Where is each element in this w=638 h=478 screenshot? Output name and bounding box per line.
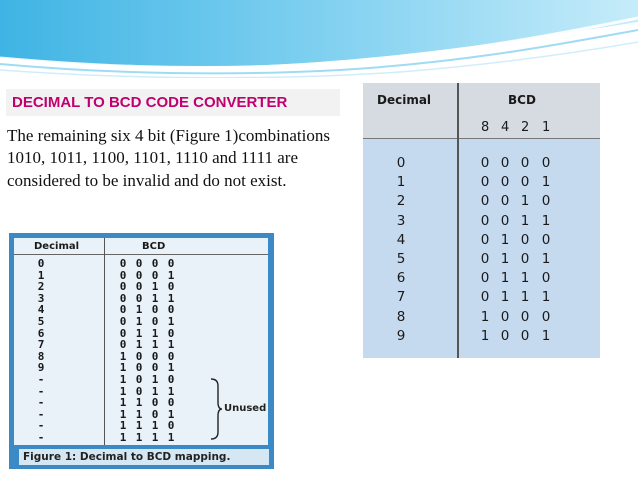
- decimal-cell: -: [37, 407, 45, 421]
- bcd-bit-cell: 1: [119, 384, 127, 398]
- bcd-bit-cell: 1: [135, 326, 143, 340]
- bcd-bit-cell: 0: [480, 212, 490, 229]
- bcd-bit-cell: 1: [151, 291, 159, 305]
- bcd-bit-cell: 1: [135, 431, 143, 444]
- decimal-cell: 9: [396, 327, 406, 344]
- bcd-bit-cell: 1: [135, 396, 143, 410]
- bcd-table-header-rule: [363, 138, 600, 139]
- bcd-bit-cell: 0: [541, 155, 551, 171]
- decimal-cell: 6: [37, 326, 45, 340]
- bcd-bit-cell: 0: [135, 291, 143, 305]
- table-row: [363, 193, 600, 213]
- bcd-bit-cell: 1: [151, 384, 159, 398]
- body-paragraph: The remaining six 4 bit (Figure 1)combinations 1010, 1011, 1100, 1101, 1110 and 1111 are considered to be invalid and do not exist.: [7, 126, 330, 190]
- table-row: [14, 361, 268, 373]
- decimal-cell: 2: [37, 280, 45, 294]
- bcd-bit-cell: 0: [500, 193, 510, 210]
- bcd-bit-cell: 0: [119, 257, 127, 270]
- bcd-bit-cell: 1: [151, 419, 159, 433]
- bcd-bit-cell: 0: [541, 193, 551, 210]
- bcd-bit-cell: 1: [541, 251, 551, 267]
- figure1-col-bcd: BCD: [142, 241, 166, 252]
- table-row: [14, 292, 268, 304]
- decimal-cell: -: [37, 373, 45, 386]
- bcd-bit-cell: 1: [135, 338, 143, 352]
- decimal-cell: 0: [37, 257, 45, 270]
- bcd-bit-cell: 0: [151, 361, 159, 375]
- bcd-bit-cell: 0: [500, 174, 510, 191]
- bcd-bit-cell: 0: [135, 268, 143, 282]
- bcd-bit-cell: 0: [480, 155, 490, 171]
- bcd-bit-cell: 1: [151, 338, 159, 352]
- bcd-bit-cell: 1: [119, 396, 127, 410]
- figure1-table: [9, 233, 274, 469]
- bcd-bit-cell: 0: [135, 257, 143, 270]
- bcd-bit-cell: 0: [151, 407, 159, 421]
- decimal-cell: 7: [37, 338, 45, 352]
- weight-1: 1: [542, 120, 551, 135]
- bcd-bit-cell: 1: [167, 315, 175, 328]
- decimal-cell: -: [37, 419, 45, 433]
- figure1-header-rule: [14, 254, 268, 255]
- bcd-bit-cell: 0: [500, 327, 510, 344]
- bcd-bit-cell: 0: [151, 257, 159, 270]
- weight-4: 4: [501, 120, 510, 135]
- table-row: [363, 328, 600, 348]
- bcd-bit-cell: 0: [151, 303, 159, 317]
- bcd-bit-cell: 1: [167, 384, 175, 398]
- decimal-cell: -: [37, 384, 45, 398]
- bcd-bit-cell: 1: [167, 431, 175, 444]
- bcd-bit-cell: 0: [135, 361, 143, 375]
- table-row: [14, 373, 268, 385]
- bcd-bit-cell: 1: [119, 407, 127, 421]
- decimal-cell: 7: [396, 289, 406, 306]
- bcd-bit-cell: 1: [520, 289, 530, 306]
- table-row: [14, 280, 268, 292]
- weight-8: 8: [481, 120, 490, 135]
- bcd-bit-cell: 0: [119, 303, 127, 317]
- bcd-bit-cell: 0: [541, 270, 551, 287]
- table-row: [363, 309, 600, 329]
- bcd-bit-cell: 1: [541, 174, 551, 191]
- decimal-cell: 2: [396, 193, 406, 210]
- bcd-bit-cell: 0: [480, 270, 490, 287]
- table-row: [14, 327, 268, 339]
- bcd-bit-cell: 1: [500, 270, 510, 287]
- table-row: [363, 155, 600, 175]
- bcd-bit-cell: 1: [520, 193, 530, 210]
- bcd-bit-cell: 0: [520, 174, 530, 191]
- bcd-bit-cell: 0: [167, 280, 175, 294]
- bcd-table-col-decimal: Decimal: [377, 93, 432, 107]
- bcd-bit-cell: 0: [119, 338, 127, 352]
- table-row: [14, 431, 268, 443]
- bcd-bit-cell: 0: [167, 373, 175, 386]
- table-row: [363, 289, 600, 309]
- table-row: [14, 257, 268, 269]
- bcd-bit-cell: 0: [151, 396, 159, 410]
- decimal-cell: 1: [396, 174, 406, 191]
- bcd-bit-cell: 0: [520, 327, 530, 344]
- bcd-bit-cell: 0: [480, 193, 490, 210]
- decimal-cell: 5: [37, 315, 45, 328]
- bcd-bit-cell: 0: [151, 268, 159, 282]
- decimal-cell: -: [37, 396, 45, 410]
- bcd-bit-cell: 0: [119, 280, 127, 294]
- table-row: [14, 338, 268, 350]
- bcd-table: [363, 83, 600, 358]
- bcd-bit-cell: 1: [151, 280, 159, 294]
- table-row: [14, 419, 268, 431]
- bcd-bit-cell: 0: [520, 251, 530, 267]
- bcd-bit-cell: 1: [119, 349, 127, 363]
- bcd-bit-cell: 0: [480, 231, 490, 248]
- bcd-bit-cell: 0: [167, 303, 175, 317]
- bcd-bit-cell: 0: [541, 231, 551, 248]
- bcd-bit-cell: 0: [520, 155, 530, 171]
- table-row: [363, 174, 600, 194]
- header-decoration: [0, 0, 638, 78]
- decimal-cell: 8: [37, 349, 45, 363]
- bcd-bit-cell: 0: [541, 308, 551, 325]
- table-row: [14, 269, 268, 281]
- bcd-bit-cell: 0: [167, 419, 175, 433]
- bcd-bit-cell: 0: [151, 315, 159, 328]
- bcd-bit-cell: 1: [480, 308, 490, 325]
- bcd-bit-cell: 0: [119, 291, 127, 305]
- bcd-bit-cell: 0: [135, 373, 143, 386]
- decimal-cell: 6: [396, 270, 406, 287]
- table-row: [14, 303, 268, 315]
- bcd-bit-cell: 0: [480, 174, 490, 191]
- bcd-bit-cell: 0: [167, 396, 175, 410]
- bcd-bit-cell: 1: [500, 231, 510, 248]
- bcd-bit-cell: 1: [541, 289, 551, 306]
- bcd-bit-cell: 0: [167, 257, 175, 270]
- figure1-caption-text: Figure 1: Decimal to BCD mapping.: [23, 451, 231, 463]
- decimal-cell: -: [37, 431, 45, 444]
- bcd-bit-cell: 1: [135, 315, 143, 328]
- bcd-bit-cell: 0: [135, 349, 143, 363]
- unused-label: Unused: [224, 403, 267, 414]
- bcd-bit-cell: 0: [119, 315, 127, 328]
- bcd-bit-cell: 0: [135, 280, 143, 294]
- bcd-bit-cell: 1: [500, 289, 510, 306]
- bcd-bit-cell: 1: [119, 419, 127, 433]
- bcd-bit-cell: 1: [151, 431, 159, 444]
- bcd-bit-cell: 0: [500, 308, 510, 325]
- bcd-bit-cell: 1: [119, 361, 127, 375]
- table-row: [14, 350, 268, 362]
- bcd-bit-cell: 1: [119, 373, 127, 386]
- decimal-cell: 5: [396, 251, 406, 267]
- figure1-caption: [19, 449, 269, 465]
- bcd-bit-cell: 1: [167, 338, 175, 352]
- bcd-bit-cell: 1: [135, 407, 143, 421]
- bcd-bit-cell: 1: [151, 373, 159, 386]
- bcd-bit-cell: 1: [167, 268, 175, 282]
- table-row: [363, 213, 600, 233]
- decimal-cell: 1: [37, 268, 45, 282]
- table-row: [363, 251, 600, 271]
- table-row: [363, 232, 600, 252]
- weight-2: 2: [521, 120, 530, 135]
- bcd-bit-cell: 0: [520, 308, 530, 325]
- bcd-bit-cell: 1: [135, 303, 143, 317]
- decimal-cell: 4: [396, 231, 406, 248]
- bcd-bit-cell: 1: [167, 361, 175, 375]
- table-row: [363, 270, 600, 290]
- bcd-bit-cell: 0: [167, 326, 175, 340]
- bcd-bit-cell: 0: [151, 349, 159, 363]
- figure1-table-body: [14, 238, 268, 445]
- decimal-cell: 3: [37, 291, 45, 305]
- bcd-bit-cell: 1: [500, 251, 510, 267]
- bcd-bit-cell: 1: [541, 212, 551, 229]
- decimal-cell: 9: [37, 361, 45, 375]
- bcd-bit-cell: 1: [119, 431, 127, 444]
- decimal-cell: 0: [396, 155, 406, 171]
- bcd-bit-cell: 1: [480, 327, 490, 344]
- bcd-bit-cell: 0: [167, 349, 175, 363]
- decimal-cell: 4: [37, 303, 45, 317]
- bcd-bit-cell: 0: [135, 384, 143, 398]
- bcd-bit-cell: 0: [500, 155, 510, 171]
- bcd-bit-cell: 0: [520, 231, 530, 248]
- bcd-bit-cell: 0: [119, 326, 127, 340]
- decimal-cell: 8: [396, 308, 406, 325]
- bcd-bit-cell: 0: [500, 212, 510, 229]
- bcd-bit-cell: 1: [541, 327, 551, 344]
- table-row: [14, 396, 268, 408]
- table-row: [14, 315, 268, 327]
- table-row: [14, 385, 268, 397]
- bcd-bit-cell: 1: [135, 419, 143, 433]
- bcd-bit-cell: 0: [119, 268, 127, 282]
- bcd-bit-cell: 1: [520, 270, 530, 287]
- bcd-bit-cell: 1: [520, 212, 530, 229]
- bcd-bit-cell: 0: [480, 289, 490, 306]
- decimal-cell: 3: [396, 212, 406, 229]
- bcd-table-col-bcd: BCD: [508, 93, 536, 107]
- bcd-bit-cell: 0: [480, 251, 490, 267]
- slide-title: DECIMAL TO BCD CODE CONVERTER: [6, 89, 340, 116]
- bcd-bit-cell: 1: [167, 407, 175, 421]
- bcd-bit-cell: 1: [167, 291, 175, 305]
- bcd-bit-cell: 1: [151, 326, 159, 340]
- figure1-col-decimal: Decimal: [34, 241, 80, 252]
- table-row: [14, 408, 268, 420]
